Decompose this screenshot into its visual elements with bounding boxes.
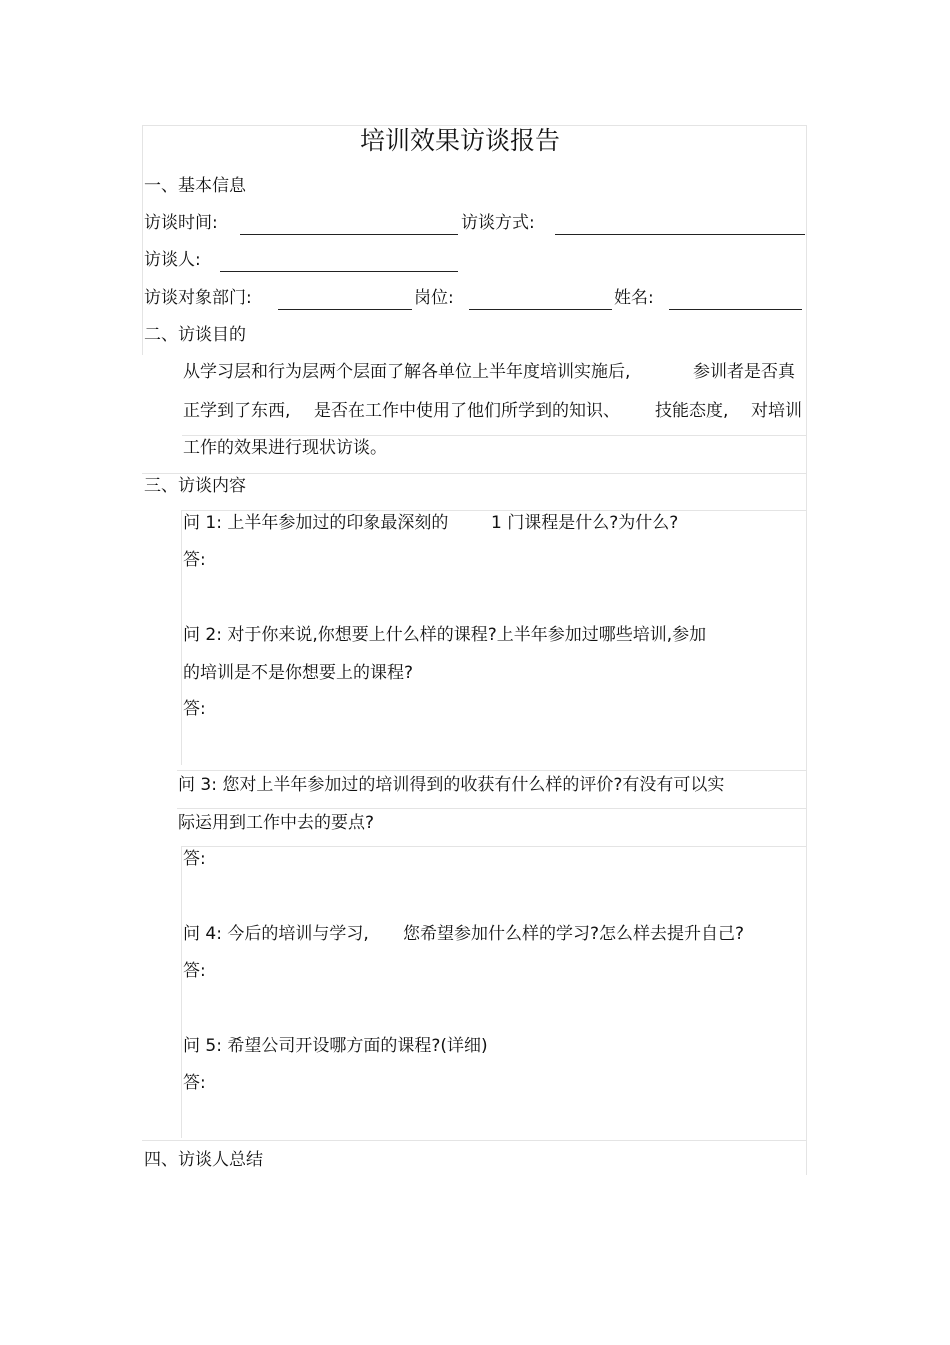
interview-time-label: 访谈时间: <box>144 213 218 233</box>
question-3: 际运用到工作中去的要点? <box>178 813 375 833</box>
grid-line <box>142 125 143 355</box>
grid-line <box>182 846 807 847</box>
question-3: 问 3: 您对上半年参加过的培训得到的收获有什么样的评价?有没有可以实 <box>178 775 725 795</box>
name-label: 姓名: <box>614 288 654 308</box>
grid-line <box>142 1140 807 1141</box>
name-field[interactable] <box>669 309 802 310</box>
answer-1-label: 答: <box>183 550 206 570</box>
answer-4-label: 答: <box>183 961 206 981</box>
interviewer-label: 访谈人: <box>144 250 201 270</box>
grid-line <box>177 770 807 771</box>
grid-line <box>806 125 807 1175</box>
purpose-text: 从学习层和行为层两个层面了解各单位上半年度培训实施后, <box>183 362 631 382</box>
grid-line <box>181 510 182 765</box>
question-2: 问 2: 对于你来说,你想要上什么样的课程?上半年参加过哪些培训,参加 <box>183 625 707 645</box>
section-heading-content: 三、访谈内容 <box>144 476 246 496</box>
question-4: 问 4: 今后的培训与学习, <box>183 924 369 944</box>
interview-method-label: 访谈方式: <box>461 213 535 233</box>
section-heading-summary: 四、访谈人总结 <box>144 1150 263 1170</box>
answer-2-label: 答: <box>183 699 206 719</box>
position-label: 岗位: <box>414 288 454 308</box>
purpose-text: 是否在工作中使用了他们所学到的知识、 <box>314 401 620 421</box>
purpose-text: 正学到了东西, <box>183 401 291 421</box>
purpose-text: 参训者是否真 <box>693 362 795 382</box>
question-1: 问 1: 上半年参加过的印象最深刻的 <box>183 513 449 533</box>
question-2: 的培训是不是你想要上的课程? <box>183 663 414 683</box>
interview-method-field[interactable] <box>555 234 805 235</box>
department-field[interactable] <box>278 309 412 310</box>
grid-line <box>182 510 807 511</box>
purpose-text: 技能态度, <box>655 401 729 421</box>
position-field[interactable] <box>469 309 612 310</box>
department-label: 访谈对象部门: <box>144 288 252 308</box>
section-heading-purpose: 二、访谈目的 <box>144 325 246 345</box>
page-title: 培训效果访谈报告 <box>360 126 561 155</box>
question-5: 问 5: 希望公司开设哪方面的课程?(详细) <box>183 1036 488 1056</box>
grid-line <box>142 473 807 474</box>
answer-3-label: 答: <box>183 849 206 869</box>
interview-time-field[interactable] <box>240 234 458 235</box>
purpose-text: 工作的效果进行现状访谈。 <box>183 438 387 458</box>
grid-line <box>177 808 807 809</box>
purpose-text: 对培训 <box>751 401 802 421</box>
question-1: 1 门课程是什么?为什么? <box>491 513 679 533</box>
answer-5-label: 答: <box>183 1073 206 1093</box>
interviewer-field[interactable] <box>220 271 458 272</box>
question-4: 您希望参加什么样的学习?怎么样去提升自己? <box>403 924 745 944</box>
section-heading-basic-info: 一、基本信息 <box>144 176 246 196</box>
grid-line <box>181 846 182 1138</box>
grid-line <box>182 435 807 436</box>
